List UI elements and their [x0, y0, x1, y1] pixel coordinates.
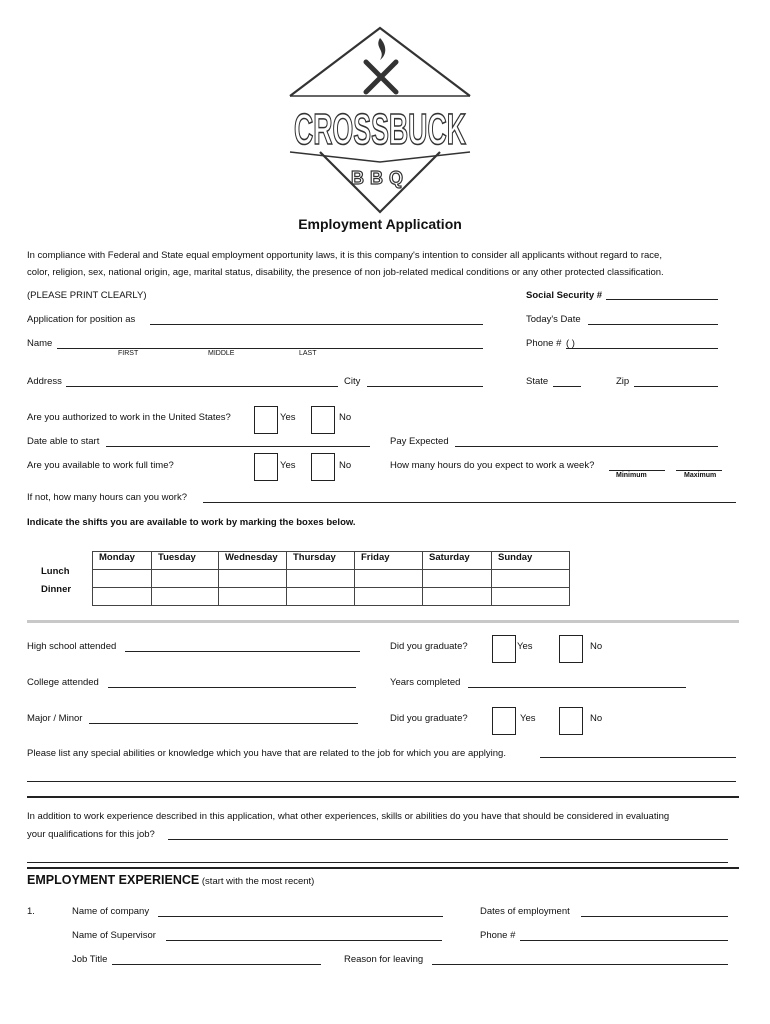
other-exp-field-1[interactable]: [168, 839, 728, 840]
major-field[interactable]: [89, 723, 358, 724]
day-thursday: Thursday: [287, 552, 355, 570]
date-able-label: Date able to start: [27, 436, 100, 447]
hours-week-label: How many hours do you expect to work a week?: [390, 460, 595, 471]
shifts-instruction: Indicate the shifts you are available to work by marking the boxes below.: [27, 517, 356, 528]
full-time-no-checkbox[interactable]: [311, 453, 335, 481]
dinner-wednesday-cell[interactable]: [219, 588, 287, 606]
full-time-no-label: No: [339, 460, 352, 471]
other-exp-line-2: your qualifications for this job?: [27, 829, 155, 840]
lunch-wednesday-cell[interactable]: [219, 570, 287, 588]
city-label: City: [344, 376, 361, 387]
city-field[interactable]: [367, 386, 483, 387]
divider: [27, 620, 739, 623]
day-saturday: Saturday: [423, 552, 492, 570]
college-field[interactable]: [108, 687, 356, 688]
major-graduate-label: Did you graduate?: [390, 713, 468, 724]
dinner-thursday-cell[interactable]: [287, 588, 355, 606]
other-exp-line-1: In addition to work experience described in this application, what other experiences, skills or abilities do you have that should be considered in evaluating: [27, 811, 670, 822]
name-last: LAST: [299, 350, 317, 357]
zip-field[interactable]: [634, 386, 718, 387]
dates-employment-field[interactable]: [581, 916, 728, 917]
supervisor-field[interactable]: [166, 940, 442, 941]
dates-employment-label: Dates of employment: [480, 906, 570, 917]
high-school-label: High school attended: [27, 641, 117, 652]
day-wednesday: Wednesday: [219, 552, 287, 570]
name-label: Name: [27, 338, 53, 349]
state-field[interactable]: [553, 386, 581, 387]
major-yes-label: Yes: [520, 713, 536, 724]
years-completed-label: Years completed: [390, 677, 461, 688]
employment-heading-title: EMPLOYMENT EXPERIENCE: [27, 873, 200, 887]
divider-3: [27, 867, 739, 869]
major-graduate-no-checkbox[interactable]: [559, 707, 583, 735]
maximum-caption: Maximum: [684, 472, 717, 479]
divider-2: [27, 796, 739, 798]
employment-heading-note: (start with the most recent): [201, 876, 315, 887]
special-abilities-label: Please list any special abilities or knowledge which you have that are related to the job for which you are applying.: [27, 748, 506, 759]
major-graduate-yes-checkbox[interactable]: [492, 707, 516, 735]
reason-leaving-field[interactable]: [432, 964, 728, 965]
full-time-label: Are you available to work full time?: [27, 460, 174, 471]
pay-expected-field[interactable]: [455, 446, 718, 447]
name-field[interactable]: [57, 348, 483, 349]
lunch-monday-cell[interactable]: [93, 570, 152, 588]
zip-label: Zip: [616, 376, 630, 387]
authorized-no-label: No: [339, 412, 352, 423]
authorized-yes-checkbox[interactable]: [254, 406, 278, 434]
hs-graduate-label: Did you graduate?: [390, 641, 468, 652]
employment-heading: [27, 873, 314, 887]
position-field[interactable]: [150, 324, 483, 325]
day-tuesday: Tuesday: [152, 552, 219, 570]
lunch-friday-cell[interactable]: [355, 570, 423, 588]
day-sunday: Sunday: [492, 552, 570, 570]
address-field[interactable]: [66, 386, 338, 387]
item-number: 1.: [27, 906, 35, 917]
lunch-thursday-cell[interactable]: [287, 570, 355, 588]
authorized-yes-label: Yes: [280, 412, 296, 423]
name-first: FIRST: [118, 350, 139, 357]
authorized-label: Are you authorized to work in the United States?: [27, 412, 231, 423]
reason-leaving-label: Reason for leaving: [344, 954, 424, 965]
ssn-label: Social Security #: [526, 290, 603, 301]
name-middle: MIDDLE: [208, 350, 235, 357]
company-field[interactable]: [158, 916, 443, 917]
intro-line-1: In compliance with Federal and State equal employment opportunity laws, it is this company's intention to consider all applicants without regard to race,: [27, 250, 662, 261]
minimum-caption: Minimum: [616, 472, 647, 479]
print-clearly: (PLEASE PRINT CLEARLY): [27, 290, 147, 301]
meal-lunch: Lunch: [41, 566, 70, 577]
crossbuck-bbq-logo: [282, 26, 478, 216]
years-completed-field[interactable]: [468, 687, 686, 688]
dinner-saturday-cell[interactable]: [423, 588, 492, 606]
hs-graduate-yes-checkbox[interactable]: [492, 635, 516, 663]
hs-yes-label: Yes: [517, 641, 533, 652]
meal-dinner: Dinner: [41, 584, 72, 595]
logo-sub: BBQ: [351, 168, 409, 188]
phone2-field[interactable]: [520, 940, 728, 941]
phone-field[interactable]: [566, 348, 718, 349]
state-label: State: [526, 376, 549, 387]
dinner-monday-cell[interactable]: [93, 588, 152, 606]
phone-label: Phone #: [526, 338, 562, 349]
day-friday: Friday: [355, 552, 423, 570]
if-not-field[interactable]: [203, 502, 736, 503]
phone-area: ( ): [566, 338, 575, 349]
phone2-label: Phone #: [480, 930, 516, 941]
todays-date-label: Today's Date: [526, 314, 581, 325]
hours-max-field[interactable]: [676, 470, 722, 471]
position-label: Application for position as: [27, 314, 136, 325]
hs-no-label: No: [590, 641, 603, 652]
lunch-tuesday-cell[interactable]: [152, 570, 219, 588]
logo-brand: CROSSBUCK: [294, 105, 467, 154]
major-no-label: No: [590, 713, 603, 724]
pay-expected-label: Pay Expected: [390, 436, 449, 447]
supervisor-label: Name of Supervisor: [72, 930, 156, 941]
address-label: Address: [27, 376, 62, 387]
date-able-field[interactable]: [106, 446, 370, 447]
intro-line-2: color, religion, sex, national origin, age, marital status, disability, the presence of non job-related medical conditions or any other protected classification.: [27, 267, 664, 278]
dinner-sunday-cell[interactable]: [492, 588, 570, 606]
day-monday: Monday: [93, 552, 152, 570]
other-exp-field-2[interactable]: [27, 862, 728, 863]
company-label: Name of company: [72, 906, 150, 917]
lunch-saturday-cell[interactable]: [423, 570, 492, 588]
lunch-sunday-cell[interactable]: [492, 570, 570, 588]
dinner-friday-cell[interactable]: [355, 588, 423, 606]
special-abilities-field-2[interactable]: [27, 781, 736, 782]
high-school-field[interactable]: [125, 651, 360, 652]
dinner-tuesday-cell[interactable]: [152, 588, 219, 606]
job-title-label: Job Title: [72, 954, 108, 965]
todays-date-field[interactable]: [588, 324, 718, 325]
special-abilities-field-1[interactable]: [540, 757, 736, 758]
major-label: Major / Minor: [27, 713, 83, 724]
ssn-field[interactable]: [606, 299, 718, 300]
page-title: Employment Application: [298, 216, 462, 232]
job-title-field[interactable]: [112, 964, 321, 965]
full-time-yes-checkbox[interactable]: [254, 453, 278, 481]
authorized-no-checkbox[interactable]: [311, 406, 335, 434]
full-time-yes-label: Yes: [280, 460, 296, 471]
college-label: College attended: [27, 677, 99, 688]
if-not-label: If not, how many hours can you work?: [27, 492, 187, 503]
hours-min-field[interactable]: [609, 470, 665, 471]
shifts-table: [92, 551, 570, 606]
hs-graduate-no-checkbox[interactable]: [559, 635, 583, 663]
